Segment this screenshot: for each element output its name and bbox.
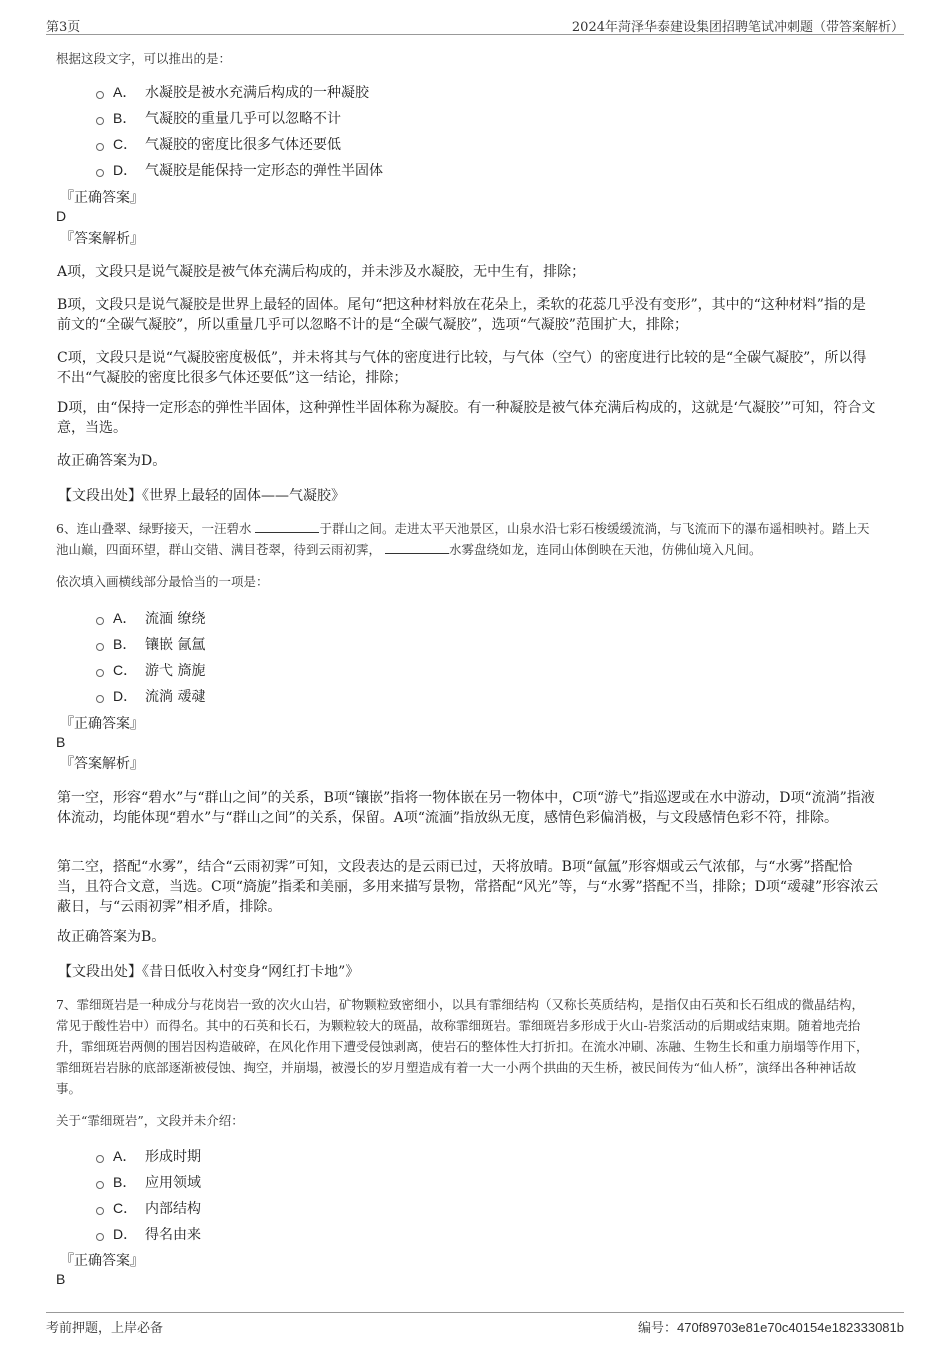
radio-icon[interactable] bbox=[96, 617, 104, 625]
q6-option-d[interactable]: D． 流淌 叆叇 bbox=[96, 683, 205, 709]
radio-icon[interactable] bbox=[96, 643, 104, 651]
q7-option-d[interactable]: D． 得名由来 bbox=[96, 1221, 201, 1247]
page-number: 第3页 bbox=[46, 20, 81, 35]
q5-option-b[interactable]: B． 气凝胶的重量几乎可以忽略不计 bbox=[96, 105, 383, 131]
q5-prompt: 根据这段文字，可以推出的是： bbox=[56, 51, 232, 66]
q6-option-a[interactable]: A． 流湎 缭绕 bbox=[96, 605, 205, 631]
radio-icon[interactable] bbox=[96, 169, 104, 177]
radio-icon[interactable] bbox=[96, 91, 104, 99]
q6-stem: 6、连山叠翠、绿野接天，一汪碧水 于群山之间。走进太平天池景区，山泉水沿七彩石梭缓缓流淌，与飞流而下的瀑布遥相映衬。踏上天池山巅，四面环望，群山交错、满目苍翠，待到云雨初霁， 水雾盘绕如龙，连同山体倒映在天池，仿佛仙境入凡间。 bbox=[56, 521, 870, 557]
q6-conclusion: 故正确答案为B。 bbox=[57, 929, 166, 945]
radio-icon[interactable] bbox=[96, 669, 104, 677]
radio-icon[interactable] bbox=[96, 143, 104, 151]
q5-analysis-label: 『答案解析』 bbox=[60, 231, 144, 247]
q5-analysis-a: A项，文段只是说气凝胶是被气体充满后构成的，并未涉及水凝胶，无中生有，排除； bbox=[57, 264, 586, 280]
radio-icon[interactable] bbox=[96, 1207, 104, 1215]
q5-option-c[interactable]: C． 气凝胶的密度比很多气体还要低 bbox=[96, 131, 383, 157]
q5-analysis-b: B项，文段只是说气凝胶是世界上最轻的固体。尾句“把这种材料放在花朵上，柔软的花蕊几乎没有变形”，其中的“这种材料”指的是前文的“全碳气凝胶”，所以重量几乎可以忽略不计的是“全碳气凝胶”，选项“气凝胶”范围扩大，排除； bbox=[57, 297, 866, 333]
q6-prompt: 依次填入画横线部分最恰当的一项是： bbox=[56, 574, 269, 589]
radio-icon[interactable] bbox=[96, 1155, 104, 1163]
q5-option-d[interactable]: D． 气凝胶是能保持一定形态的弹性半固体 bbox=[96, 157, 383, 183]
radio-icon[interactable] bbox=[96, 1181, 104, 1189]
q7-options bbox=[96, 1143, 201, 1247]
radio-icon[interactable] bbox=[96, 695, 104, 703]
q6-option-b[interactable]: B． 镶嵌 氤氲 bbox=[96, 631, 205, 657]
q5-answer: D bbox=[56, 208, 67, 224]
q7-option-b[interactable]: B． 应用领域 bbox=[96, 1169, 201, 1195]
q7-answer: B bbox=[56, 1271, 66, 1287]
q6-analysis-label: 『答案解析』 bbox=[60, 756, 144, 772]
q7-answer-label: 『正确答案』 bbox=[60, 1253, 144, 1269]
q7-option-c[interactable]: C． 内部结构 bbox=[96, 1195, 201, 1221]
q5-conclusion: 故正确答案为D。 bbox=[57, 453, 167, 469]
page-footer bbox=[46, 1312, 904, 1339]
q6-option-c[interactable]: C． 游弋 旖旎 bbox=[96, 657, 205, 683]
q6-source: 【文段出处】《昔日低收入村变身“网红打卡地”》 bbox=[58, 964, 360, 980]
q5-answer-label: 『正确答案』 bbox=[60, 190, 144, 206]
q7-prompt: 关于“霏细斑岩”，文段并未介绍： bbox=[56, 1113, 244, 1128]
q6-answer-label: 『正确答案』 bbox=[60, 716, 144, 732]
q6-answer: B bbox=[56, 734, 66, 750]
q6-analysis-1: 第一空，形容“碧水”与“群山之间”的关系，B项“镶嵌”指将一物体嵌在另一物体中，C项“游弋”指巡逻或在水中游动，D项“流淌”指液体流动，均能体现“碧水”与“群山之间”的关系，保留。A项“流湎”指放纵无度，感情色彩偏消极，与文段感情色彩不符，排除。 bbox=[57, 790, 875, 826]
q6-options bbox=[96, 605, 205, 709]
document-id: 编号：470f89703e81e70c40154e182333081b bbox=[637, 1320, 904, 1336]
document-title: 2024年菏泽华泰建设集团招聘笔试冲刺题（带答案解析） bbox=[571, 20, 904, 35]
q6-analysis-2: 第二空，搭配“水雾”，结合“云雨初霁”可知，文段表达的是云雨已过，天将放晴。B项“氤氲”形容烟或云气浓郁，与“水雾”搭配恰当，且符合文意，当选。C项“旖旎”指柔和美丽，多用来描写景物，常搭配“风光”等，与“水雾”搭配不当，排除；D项“叆叇”形容浓云蔽日，与“云雨初霁”相矛盾，排除。 bbox=[57, 859, 879, 915]
radio-icon[interactable] bbox=[96, 1233, 104, 1241]
q7-option-a[interactable]: A． 形成时期 bbox=[96, 1143, 201, 1169]
q5-source: 【文段出处】《世界上最轻的固体——气凝胶》 bbox=[58, 488, 345, 504]
q5-options bbox=[96, 79, 383, 183]
q5-analysis-c: C项，文段只是说“气凝胶密度极低”，并未将其与气体的密度进行比较，与气体（空气）的密度进行比较的是“全碳气凝胶”，所以得不出“气凝胶的密度比很多气体还要低”这一结论，排除； bbox=[57, 350, 867, 386]
q7-stem: 7、霏细斑岩是一种成分与花岗岩一致的次火山岩，矿物颗粒致密细小，以具有霏细结构（又称长英质结构，是指仅由石英和长石组成的微晶结构，常见于酸性岩中）而得名。其中的石英和长石，为颗粒较大的斑晶，故称霏细斑岩。霏细斑岩多形成于火山-岩浆活动的后期或结束期。随着地壳抬升，霏细斑岩两侧的围岩因构造破碎，在风化作用下遭受侵蚀剥离，使岩石的整体性大打折扣。在流水冲刷、冻融、生物生长和重力崩塌等作用下，霏细斑岩岩脉的底部逐渐被侵蚀、掏空，并崩塌，被漫长的岁月塑造成有着一大一小两个拱曲的天生桥，被民间传为“仙人桥”，演绎出各种神话故事。 bbox=[56, 997, 869, 1096]
footer-slogan: 考前押题，上岸必备 bbox=[46, 1321, 164, 1336]
q5-analysis-d: D项，由“保持一定形态的弹性半固体，这种弹性半固体称为凝胶。有一种凝胶是被气体充满后构成的，这就是‘气凝胶’”可知，符合文意，当选。 bbox=[57, 400, 876, 436]
q5-option-a[interactable]: A． 水凝胶是被水充满后构成的一种凝胶 bbox=[96, 79, 383, 105]
fill-blank bbox=[255, 520, 319, 533]
page-header bbox=[46, 12, 904, 35]
radio-icon[interactable] bbox=[96, 117, 104, 125]
fill-blank bbox=[385, 541, 449, 554]
